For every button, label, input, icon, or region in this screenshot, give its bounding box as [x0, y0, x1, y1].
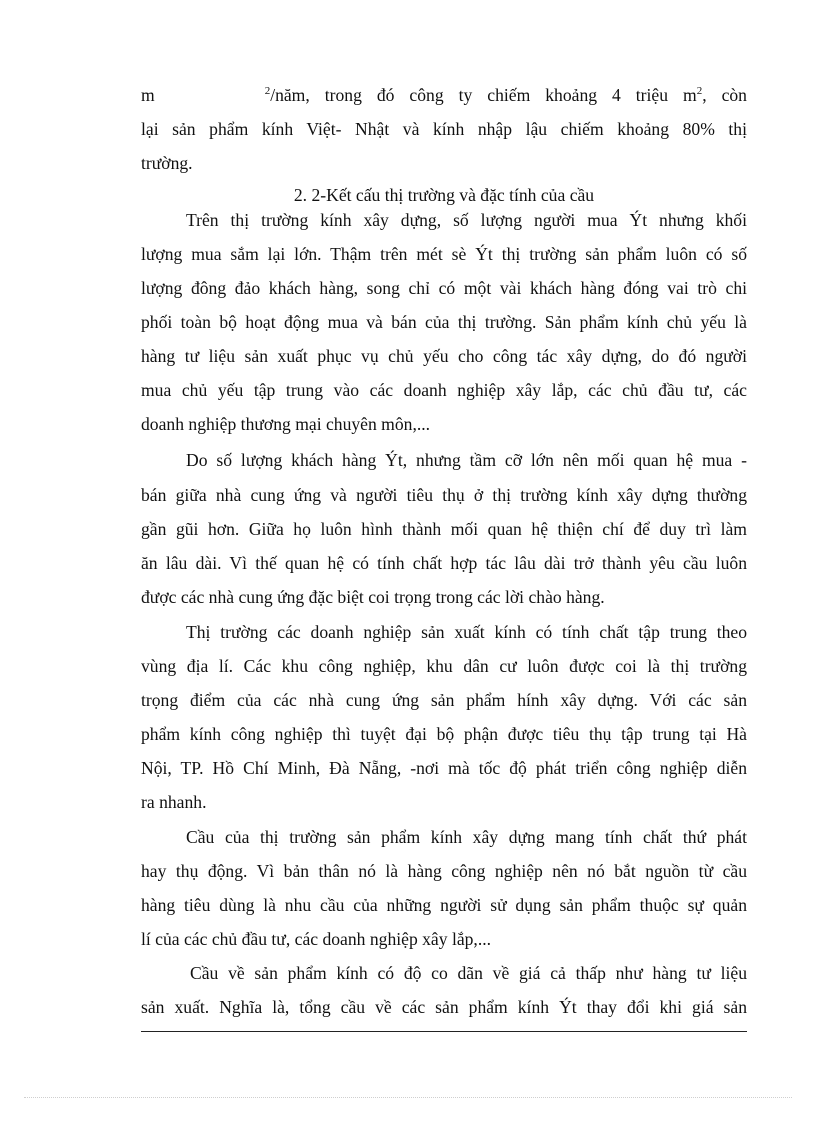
text-line: lượng mua sắm lại lớn. Thậm trên mét sè Ýt thị trường sản phẩm luôn có số — [141, 244, 747, 264]
text-line: mua chủ yếu tập trung vào các doanh nghiệp xây lắp, các chủ đầu tư, các — [141, 380, 747, 400]
text-line: Thị trường các doanh nghiệp sản xuất kính có tính chất tập trung theo — [186, 622, 747, 642]
text-line: bán giữa nhà cung ứng và người tiêu thụ ở thị trường kính xây dựng thường — [141, 485, 747, 505]
text-line: doanh nghiệp thương mại chuyên môn,... — [141, 414, 431, 434]
text-line: phối toàn bộ hoạt động mua và bán của thị trường. Sản phẩm kính chủ yếu là — [141, 312, 747, 332]
text-line: Do số lượng khách hàng Ýt, nhưng tầm cỡ lớn nên mối quan hệ mua - — [186, 450, 747, 470]
text-line: m $^2$/năm, trong đó công ty chiếm khoảng 4 triệu $m^2$, còn — [141, 85, 747, 105]
text-line: sản xuất. Nghĩa là, tổng cầu về các sản phẩm kính Ýt thay đổi khi giá sản — [141, 997, 747, 1017]
text-line: trường. — [141, 153, 193, 173]
text-line: hay thụ động. Vì bản thân nó là hàng công nghiệp nên nó bắt nguồn từ cầu — [141, 861, 747, 881]
text-line: lí của các chủ đầu tư, các doanh nghiệp xây lắp,... — [141, 929, 492, 949]
text-line: được các nhà cung ứng đặc biệt coi trọng trong các lời chào hàng. — [141, 587, 605, 607]
text-line: Cầu của thị trường sản phẩm kính xây dựng mang tính chất thứ phát — [186, 827, 747, 847]
section-heading: 2. 2-Kết cấu thị trường và đặc tính của cầu — [293, 185, 595, 205]
text-line: Cầu về sản phẩm kính có độ co dãn về giá cả thấp như hàng tư liệu — [190, 963, 747, 983]
text-line: phẩm kính công nghiệp thì tuyệt đại bộ phận được tiêu thụ tập trung tại Hà — [141, 724, 747, 744]
text-line: lại sản phẩm kính Việt- Nhật và kính nhập lậu chiếm khoảng 80% thị — [141, 119, 747, 139]
text-line: vùng địa lí. Các khu công nghiệp, khu dân cư luôn được coi là thị trường — [141, 656, 747, 676]
text-line: Trên thị trường kính xây dựng, số lượng người mua Ýt nhưng khối — [186, 210, 747, 230]
text-line: hàng tiêu dùng là nhu cầu của những người sử dụng sản phẩm thuộc sự quản — [141, 895, 747, 915]
text-line: lượng đông đảo khách hàng, song chỉ có một vài khách hàng đóng vai trò chi — [141, 278, 747, 298]
text-line: trọng điểm của các nhà cung ứng sản phẩm hính xây dựng. Với các sản — [141, 690, 747, 710]
text-line: Nội, TP. Hồ Chí Minh, Đà Nẵng, -nơi mà tốc độ phát triển công nghiệp diễn — [141, 758, 747, 778]
text-line: hàng tư liệu sản xuất phục vụ chủ yếu cho công tác xây dựng, do đó người — [141, 346, 747, 366]
footer-rule — [141, 1031, 747, 1032]
text-line: gần gũi hơn. Giữa họ luôn hình thành mối quan hệ thiện chí để duy trì làm — [141, 519, 747, 539]
page-edge-dotted-line — [24, 1097, 792, 1098]
text-line: ăn lâu dài. Vì thế quan hệ có tính chất hợp tác lâu dài trở thành yêu cầu luôn — [141, 553, 747, 573]
text-line: ra nhanh. — [141, 792, 207, 812]
